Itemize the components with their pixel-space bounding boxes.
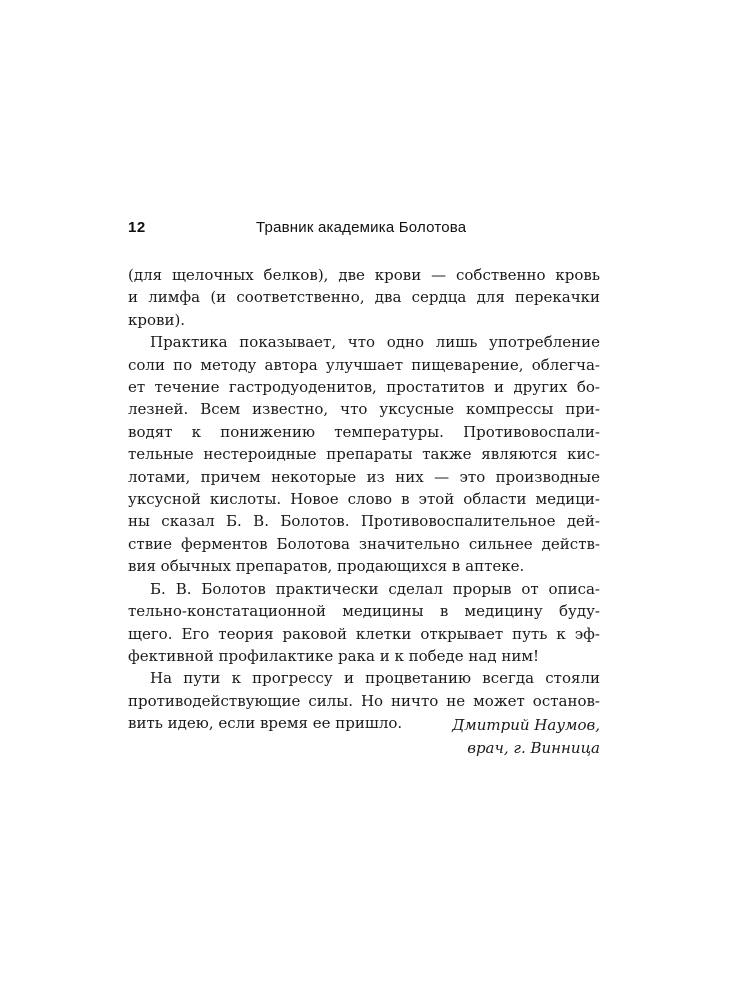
running-title: Травник академика Болотова: [256, 219, 467, 236]
text-line: вия обычных препаратов, продающихся в аптеке.: [128, 557, 525, 576]
body-text: [128, 264, 600, 735]
text-line: и лимфа (и соответственно, два сердца для перекачки: [128, 288, 600, 307]
signature: [128, 714, 600, 760]
text-line: ны сказал Б. В. Болотов. Противовоспалительное дей-: [128, 512, 600, 531]
signature-title: врач, г. Винница: [467, 739, 600, 757]
paragraph-2: [128, 331, 600, 577]
page-number: 12: [128, 219, 146, 236]
text-line: ствие ферментов Болотова значительно сильнее действ-: [128, 534, 600, 553]
paragraph-3: [128, 578, 600, 668]
text-line: Б. В. Болотов практически сделал прорыв от описа-: [150, 579, 600, 598]
text-line: Практика показывает, что одно лишь употребление: [150, 333, 600, 352]
page-header: [128, 219, 600, 241]
text-line: тельные нестероидные препараты также являются кис-: [128, 445, 600, 464]
text-line: фективной профилактике рака и к победе над ним!: [128, 646, 540, 665]
text-line: ет течение гастродуоденитов, простатитов и других бо-: [128, 378, 600, 397]
text-line: тельно-констатационной медицины в медицину буду-: [128, 602, 600, 621]
text-line: водят к понижению температуры. Противовоспали-: [128, 422, 600, 441]
text-line: щего. Его теория раковой клетки открывает путь к эф-: [128, 624, 600, 643]
signature-name: Дмитрий Наумов,: [452, 716, 600, 734]
text-line: лезней. Всем известно, что уксусные компрессы при-: [128, 400, 600, 419]
text-line: крови).: [128, 310, 186, 329]
text-line: вить идею, если время ее пришло.: [128, 714, 403, 733]
text-line: противодействующие силы. Но ничто не может останов-: [128, 691, 600, 710]
text-line: соли по методу автора улучшает пищеварение, облегча-: [128, 355, 600, 374]
text-line: (для щелочных белков), две крови — собственно кровь: [128, 266, 600, 284]
text-line: уксусной кислоты. Новое слово в этой области медици-: [128, 490, 600, 509]
text-line: лотами, причем некоторые из них — это производные: [128, 467, 600, 486]
paragraph-1: [128, 264, 600, 331]
text-line: На пути к прогрессу и процветанию всегда стояли: [150, 669, 600, 688]
